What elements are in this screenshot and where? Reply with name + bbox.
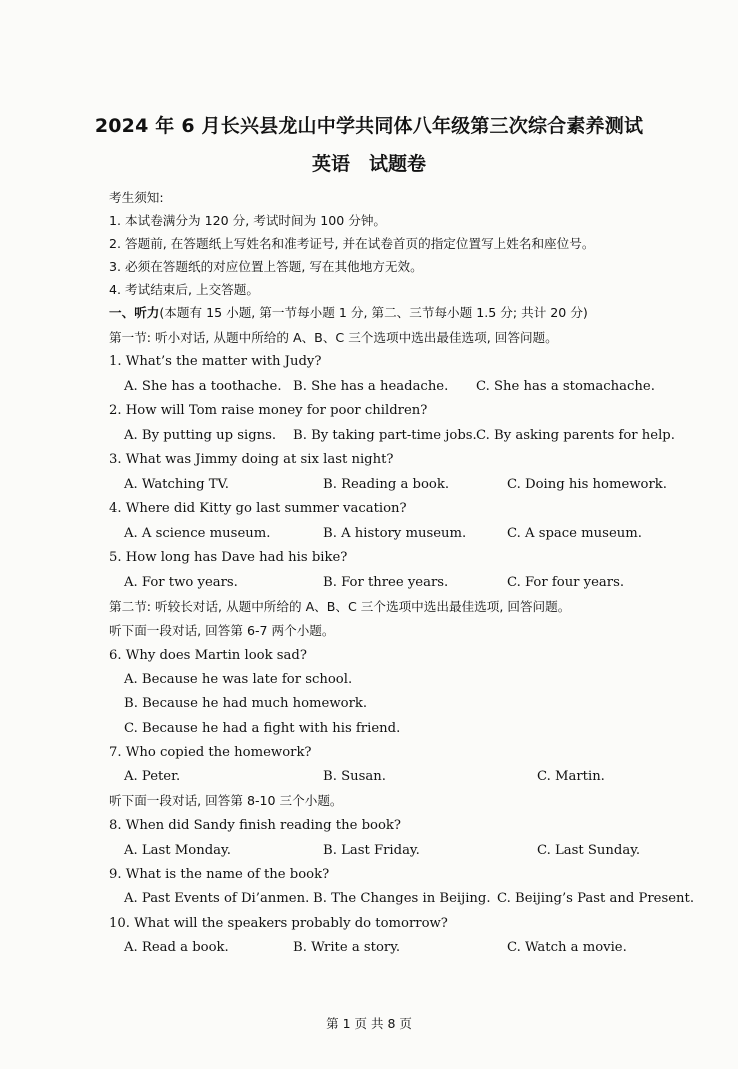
option-a: A. She has a toothache. <box>124 379 282 394</box>
option-a: A. Past Events of Di’anmen. <box>124 891 310 906</box>
section-heading <box>109 305 588 321</box>
option-b: B. Write a story. <box>293 940 401 955</box>
option-a: A. A science museum. <box>124 526 271 541</box>
option-a: A. Because he was late for school. <box>124 672 353 687</box>
notice-item: 2. 答题前, 在答题纸上写姓名和准考证号, 并在试卷首页的指定位置写上姓名和座位号。 <box>109 236 595 251</box>
option-c: C. She has a stomachache. <box>476 379 655 394</box>
option-a: A. Read a book. <box>124 940 229 955</box>
notice-heading: 考生须知: <box>109 190 164 205</box>
question-text: 3. What was Jimmy doing at six last night? <box>109 452 394 467</box>
option-c: C. Beijing’s Past and Present. <box>497 891 695 906</box>
option-b: B. By taking part-time jobs. <box>293 428 477 443</box>
option-c: C. By asking parents for help. <box>476 428 675 443</box>
part-two-instruction: 第二节: 听较长对话, 从题中所给的 A、B、C 三个选项中选出最佳选项, 回答问题。 <box>109 599 571 614</box>
option-b: B. Last Friday. <box>323 843 420 858</box>
dialogue-instruction: 听下面一段对话, 回答第 8-10 三个小题。 <box>109 793 343 808</box>
dialogue-instruction: 听下面一段对话, 回答第 6-7 两个小题。 <box>109 623 335 638</box>
question-text: 8. When did Sandy finish reading the book? <box>109 818 401 833</box>
option-b: B. Because he had much homework. <box>124 696 368 711</box>
option-b: B. The Changes in Beijing. <box>313 891 491 906</box>
section-heading-detail: (本题有 15 小题, 第一节每小题 1 分, 第二、三节每小题 1.5 分; 共计 20 分) <box>159 305 588 320</box>
option-b: B. Susan. <box>323 769 386 784</box>
option-c: C. Doing his homework. <box>507 477 667 492</box>
option-a: A. Last Monday. <box>124 843 231 858</box>
question-text: 2. How will Tom raise money for poor children? <box>109 403 428 418</box>
option-a: A. Watching TV. <box>124 477 229 492</box>
question-text: 1. What’s the matter with Judy? <box>109 354 322 369</box>
notice-item: 1. 本试卷满分为 120 分, 考试时间为 100 分钟。 <box>109 213 387 228</box>
notice-item: 3. 必须在答题纸的对应位置上答题, 写在其他地方无效。 <box>109 259 423 274</box>
option-c: C. Watch a movie. <box>507 940 627 955</box>
exam-subtitle: 英语 试题卷 <box>311 153 426 175</box>
section-heading-title: 一、听力 <box>109 305 160 320</box>
question-text: 6. Why does Martin look sad? <box>109 648 307 663</box>
question-text: 10. What will the speakers probably do tomorrow? <box>109 916 448 931</box>
question-text: 4. Where did Kitty go last summer vacation? <box>109 501 407 516</box>
option-c: C. Martin. <box>537 769 605 784</box>
question-text: 7. Who copied the homework? <box>109 745 312 760</box>
option-b: B. For three years. <box>323 575 449 590</box>
option-a: A. Peter. <box>124 769 181 784</box>
page-number: 第 1 页 共 8 页 <box>326 1016 412 1031</box>
option-a: A. For two years. <box>124 575 238 590</box>
option-c: C. A space museum. <box>507 526 642 541</box>
option-b: B. A history museum. <box>323 526 467 541</box>
option-a: A. By putting up signs. <box>124 428 277 443</box>
option-b: B. She has a headache. <box>293 379 449 394</box>
exam-title: 2024 年 6 月长兴县龙山中学共同体八年级第三次综合素养测试 <box>94 115 644 137</box>
option-c: C. For four years. <box>507 575 625 590</box>
part-one-instruction: 第一节: 听小对话, 从题中所给的 A、B、C 三个选项中选出最佳选项, 回答问题。 <box>109 330 558 345</box>
option-b: B. Reading a book. <box>323 477 450 492</box>
option-c: C. Last Sunday. <box>537 843 641 858</box>
option-c: C. Because he had a fight with his friend. <box>124 721 401 736</box>
question-text: 5. How long has Dave had his bike? <box>109 550 348 565</box>
notice-item: 4. 考试结束后, 上交答题。 <box>109 282 259 297</box>
question-text: 9. What is the name of the book? <box>109 867 330 882</box>
